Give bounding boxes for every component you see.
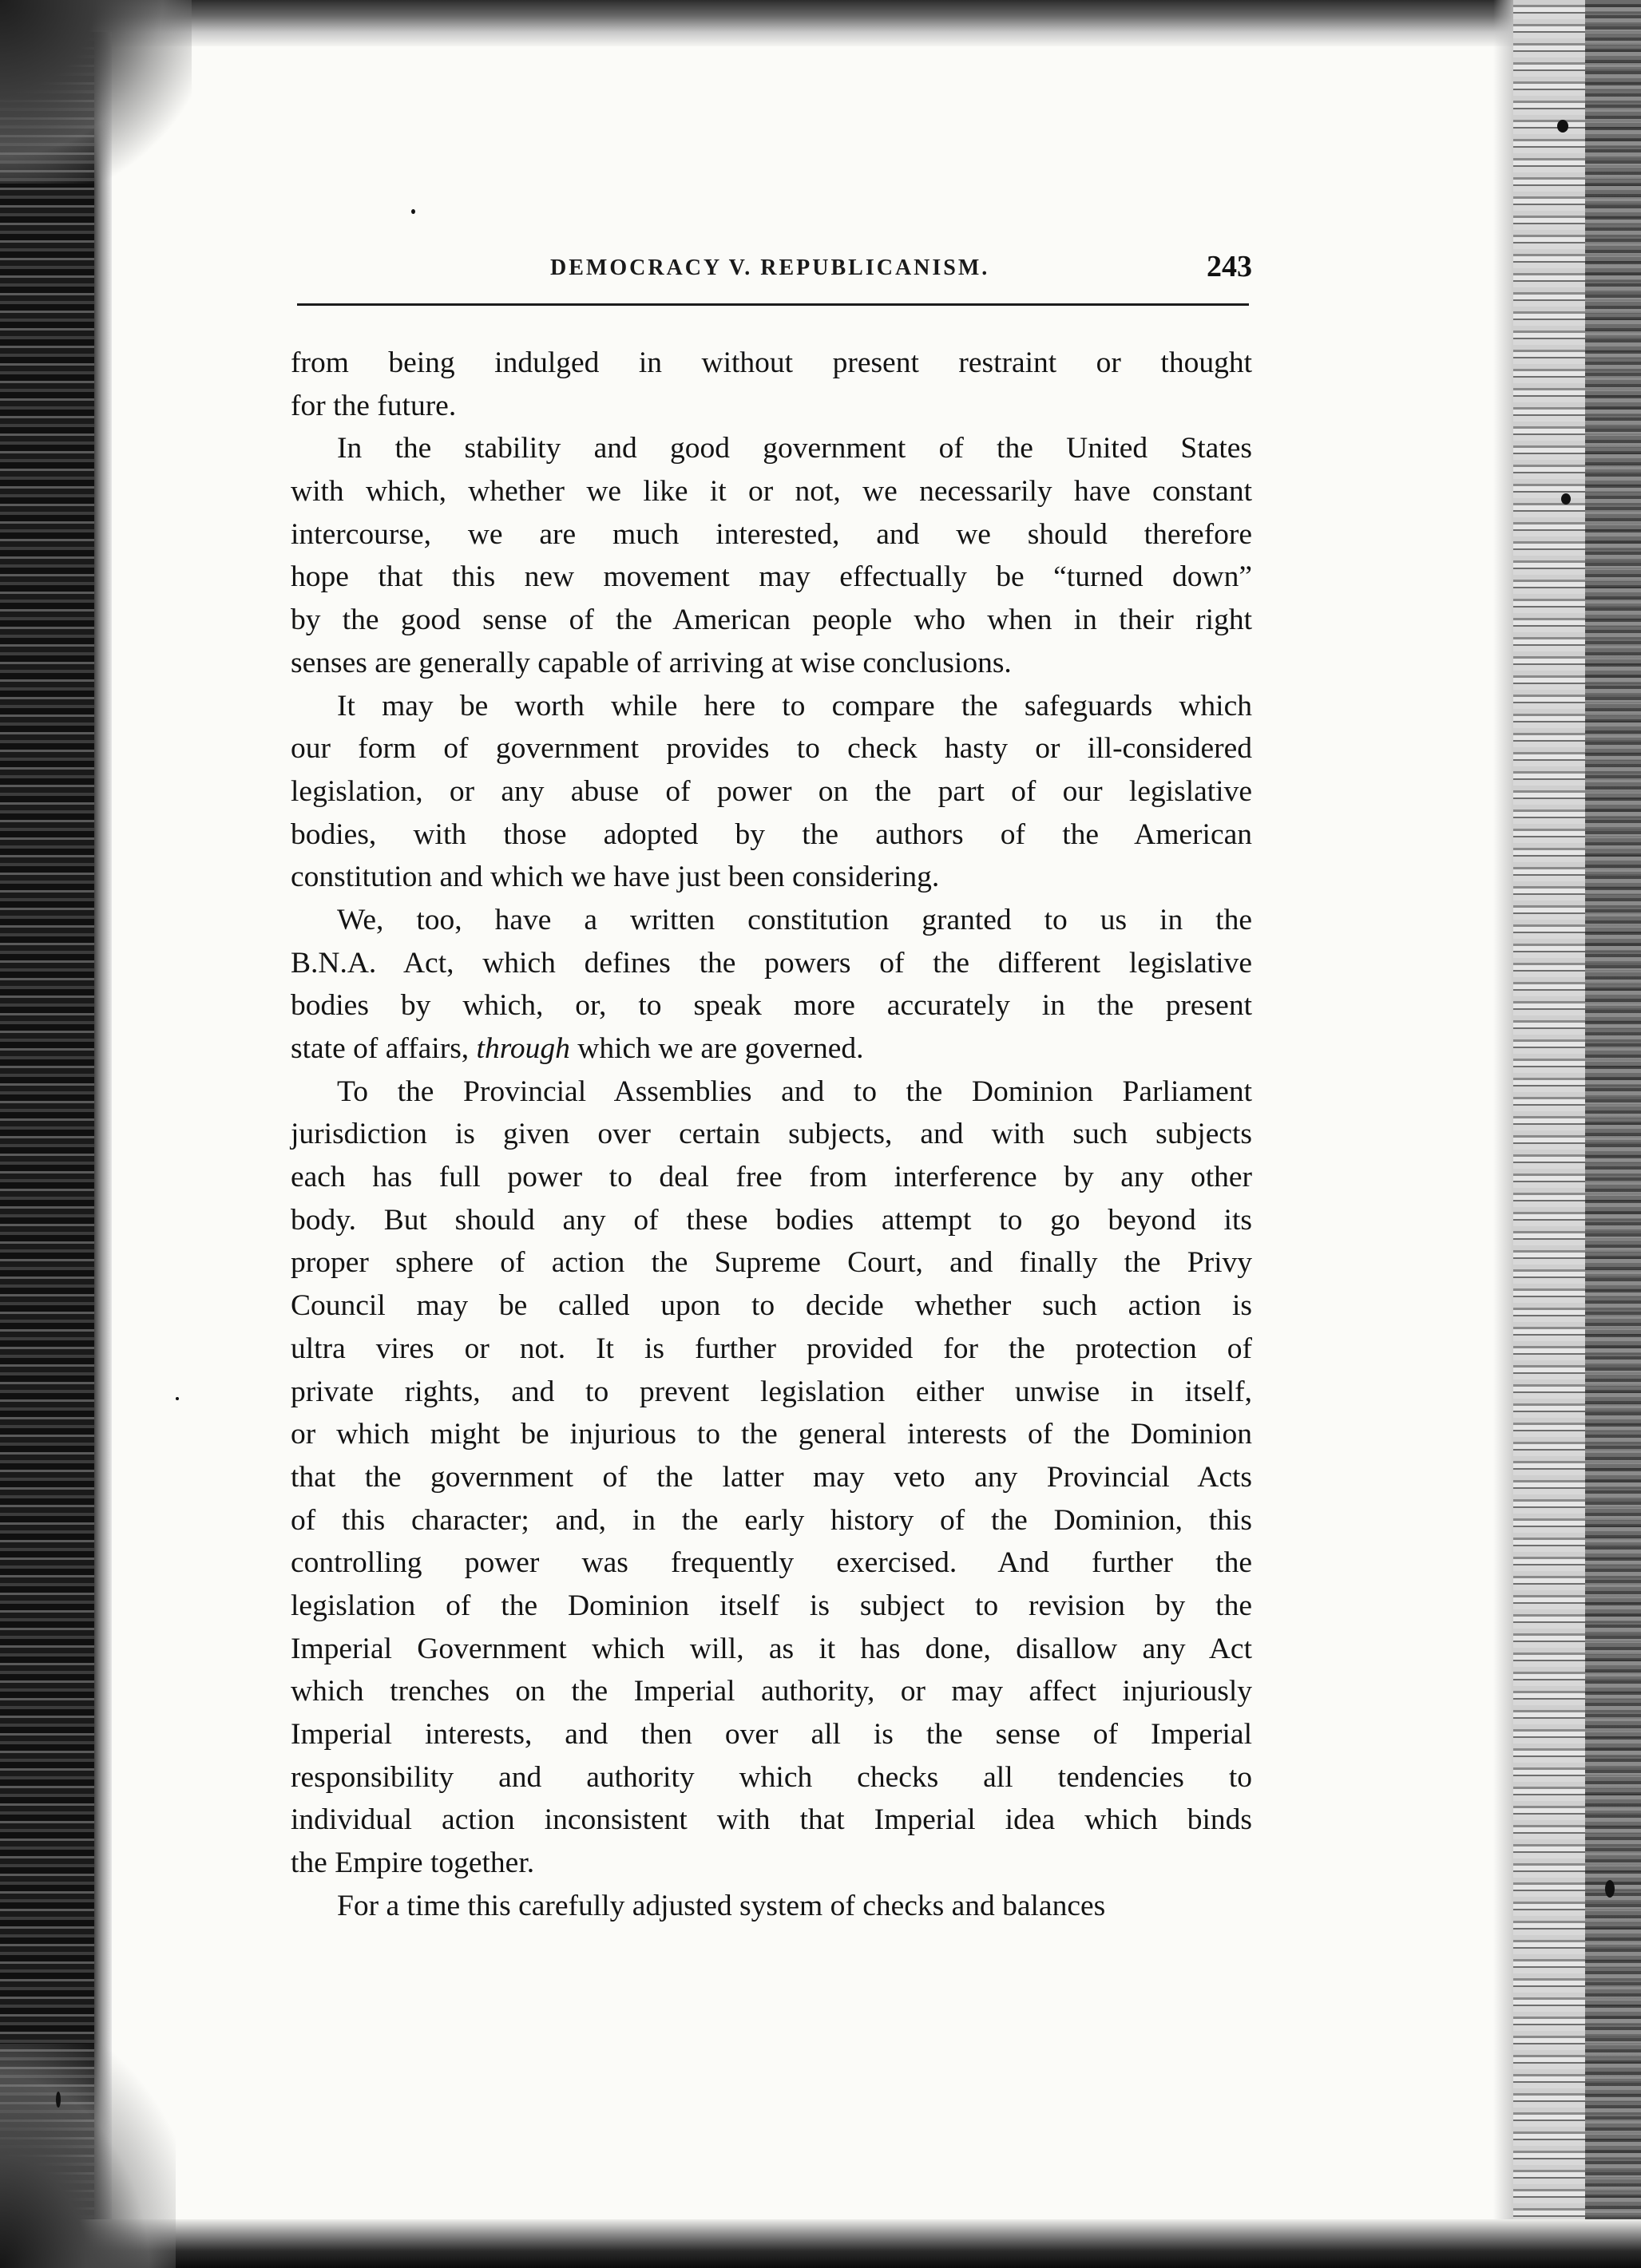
text-line: from being indulged in without present restraint or thought [291,346,1252,379]
scan-top-shadow [0,0,1517,46]
italic-word: through [476,1032,570,1065]
scan-bottom-shadow [0,2219,1641,2268]
text-line: or which might be injurious to the general interests of the Dominion [291,1418,1252,1451]
text-line: constitution and which we have just been considering. [291,861,940,894]
text-line: intercourse, we are much interested, and we should therefore [291,517,1252,551]
scan-speck [411,209,415,214]
text-line: state of affairs, through which we are governed. [291,1032,864,1065]
body-text [291,342,1252,1927]
scan-corner-shadow-top [0,0,192,184]
text-line: by the good sense of the American people who when in their right [291,604,1252,637]
scan-left-edge-gradient [94,32,112,2235]
text-line: proper sphere of action the Supreme Court, and finally the Privy [291,1246,1252,1280]
text-line: with which, whether we like it or not, we necessarily have constant [291,475,1252,509]
text-line: responsibility and authority which checks all tendencies to [291,1760,1252,1794]
text-line: the Empire together. [291,1846,535,1880]
text-line: B.N.A. Act, which defines the powers of the different legislative [291,946,1252,980]
text-line: Imperial Government which will, as it has done, disallow any Act [291,1632,1252,1665]
text-line: controlling power was frequently exercised. And further the [291,1546,1252,1580]
text-line: ultra vires or not. It is further provided for the protection of [291,1332,1252,1365]
text-line: of this character; and, in the early history of the Dominion, this [291,1503,1252,1537]
text-line: senses are generally capable of arriving at wise conclusions. [291,646,1012,679]
scan-speck [1605,1880,1615,1898]
text-line: legislation, or any abuse of power on the part of our legislative [291,774,1252,808]
text-line: private rights, and to prevent legislation either unwise in itself, [291,1375,1252,1408]
text-line: body. But should any of these bodies attempt to go beyond its [291,1203,1252,1237]
running-header [293,246,1252,294]
scan-speck [1561,493,1571,505]
text-line: We, too, have a written constitution granted to us in the [337,903,1252,936]
header-rule [297,303,1249,306]
scan-speck [176,1397,179,1400]
running-title: DEMOCRACY V. REPUBLICANISM. [550,255,990,280]
text-line: each has full power to deal free from interference by any other [291,1161,1252,1194]
text-line: jurisdiction is given over certain subjects, and with such subjects [291,1118,1252,1151]
text-line: For a time this carefully adjusted system of checks and balances [337,1889,1106,1922]
scan-speck [56,2092,61,2108]
text-line: It may be worth while here to compare the safeguards which [337,689,1252,722]
scan-corner-shadow-bottom [0,2044,176,2268]
text-line: In the stability and good government of the United States [337,432,1252,465]
text-line: bodies by which, or, to speak more accurately in the present [291,989,1252,1023]
text-line: individual action inconsistent with that Imperial idea which binds [291,1803,1252,1837]
text-line: bodies, with those adopted by the authors of the American [291,817,1252,851]
text-line: Imperial interests, and then over all is the sense of Imperial [291,1718,1252,1751]
page-number: 243 [1207,250,1252,283]
scan-right-dark-strip [1585,0,1641,2268]
text-line: To the Provincial Assemblies and to the Dominion Parliament [337,1075,1252,1108]
scan-speck [1557,120,1568,133]
text-line: which trenches on the Imperial authority, or may affect injuriously [291,1675,1252,1708]
text-line: that the government of the latter may veto any Provincial Acts [291,1460,1252,1494]
text-line: legislation of the Dominion itself is subject to revision by the [291,1589,1252,1622]
text-line: Council may be called upon to decide whether such action is [291,1289,1252,1323]
text-line: our form of government provides to check hasty or ill-considered [291,732,1252,766]
text-line: for the future. [291,389,457,422]
scan-left-binding-shadow [0,32,94,2235]
text-line: hope that this new movement may effectually be “turned down” [291,560,1252,594]
